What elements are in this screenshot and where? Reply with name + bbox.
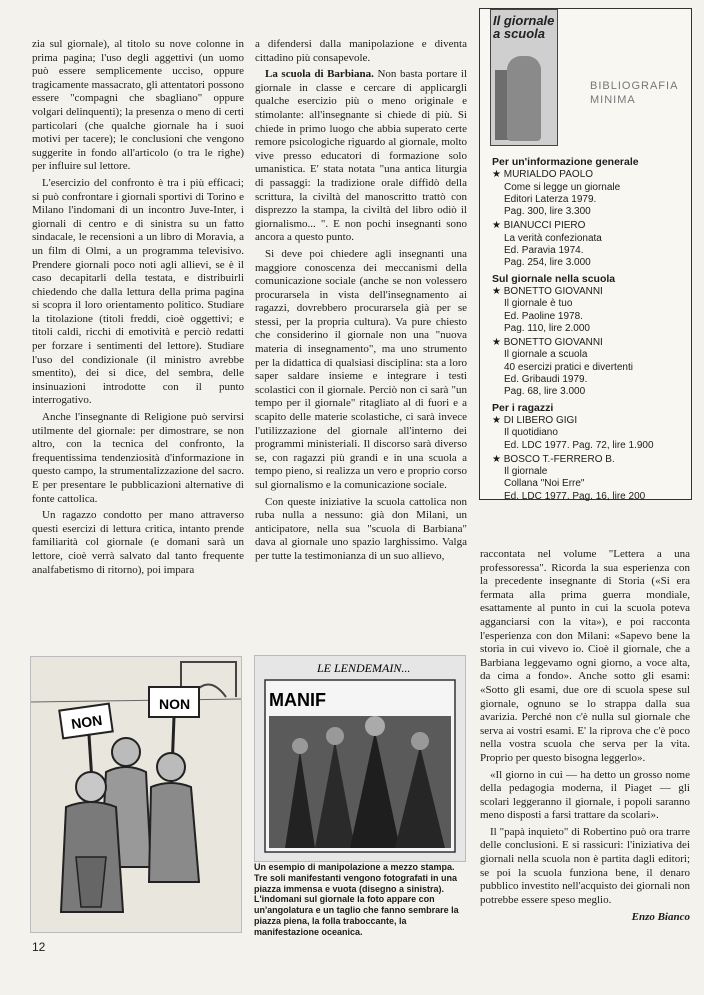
bibliography-list (492, 153, 688, 505)
page-number: 12 (32, 940, 46, 954)
bibliography-section-title: Per i ragazzi (492, 401, 554, 414)
bibliography-entry: ★ BIANUCCI PIERO La verità confezionata Ed. Paravia 1974. Pag. 254, lire 3.000 (492, 220, 602, 269)
entry-author: BOSCO T.-FERRERO B. (503, 453, 615, 465)
entry-author: BONETTO GIOVANNI (503, 285, 603, 297)
bibliography-entry: ★ BONETTO GIOVANNI Il giornale è tuo Ed. Paoline 1978. Pag. 110, lire 2.000 (492, 285, 603, 334)
bibliography-entry: ★ BOSCO T.-FERRERO B. Il giornale Collana "Noi Erre" Ed. LDC 1977. Pag. 16, lire 200 (492, 453, 646, 502)
image-caption: Un esempio di manipolazione a mezzo stampa. Tre soli manifestanti vengono fotografati in una piazza immensa e vuota (disegno a sinistra). L'indomani sul giornale la foto appare con un'angolatura e un taglio che fanno sembrare la piazza piena, la folla traboccante, la manifestazione oceanica. (254, 862, 459, 937)
paragraph: Con queste iniziative la scuola cattolica non ruba nulla a nessuno: già don Milani, un anticipatore, nella sua "scuola di Barbiana" dava al giornale uno spazio larghissimo. Valga per tutte la testimonianza di un suo allievo, (255, 495, 467, 562)
bibliography-heading: BIBLIOGRAFIA MINIMA (590, 80, 679, 106)
entry-author: DI LIBERO GIGI (503, 414, 578, 426)
bibliography-box (479, 8, 692, 500)
entry-author: BONETTO GIOVANNI (503, 337, 603, 349)
paragraph: Anche l'insegnante di Religione può servirsi utilmente del giornale: per dimostrare, se non altro, con la tecnica del confronto, la frequentissima tendenziosità d'informazione in questo campo, la strumentalizzazione del sacro. E per presentare le pubblicazioni alternative di fonte cattolica. (32, 411, 244, 505)
paragraph: raccontata nel volume "Lettera a una professoressa". Ricorda la sua esperienza con la precedente insegnante di Storia («Si era fermata alla prima guerra mondiale, esattamente al punto in cui la scuola poteva agganciarsi con la vita»), e poi racconta l'esperienza con don Milani: «Sapevo bene la storia in cui vivevo io. Cioè il giornale, che a Barbiana leggevamo ogni giorno, a voce alta, da cima a fondo». Anche sotto gli esami: «Sotto gli esami, due ore di scuola spese sul giornale, ognuno se lo strappa dalla sua avarizia. Perché non c'è nulla sul giornale che serva ai vostri esami. E' la riprova che c'è poco nella vostra scuola che serva per la vita. Proprio per questo bisogna leggerlo». (480, 548, 690, 764)
photo-headline: LE LENDEMAIN... (317, 661, 411, 675)
section-subheading: La scuola di Barbiana. (265, 68, 374, 81)
book-cover-title: Il giornale a scuola (493, 13, 555, 41)
column-3 (480, 548, 690, 925)
paragraph: L'esercizio del confronto è tra i più efficaci; si può confrontare i giornali sportivi di Torino e Milano l'indomani di un incontro Juve-Inter, i giornali di centro e di sinistra su un fatto sindacale, le recensioni a un libro di Moravia, a un film di Olmi, a un programma televisivo. Prendere giornali poco noti agli allievi, se è il caso decapitarli della testata, e distribuirli chiedendo che dalla lettura della prima pagina si scopra il loro orientamento politico. Studiare la titolazione (titoli freddi, cioè oggettivi; e titoli caldi, ricchi di emotività e perciò redatti per forzare i sentimenti del lettore). Studiare l'uso del condizionale (il ministro avrebbe smentito), dei si dice, del sembra, delle insinuazioni introdotte con il punto interrogativo. (32, 176, 244, 407)
paragraph: a difendersi dalla manipolazione e diventa cittadino più consapevole. (255, 38, 467, 64)
paragraph: «Il giorno in cui — ha detto un grosso nome della pedagogia moderna, il Piaget — gli scolari leggeranno il giornale, i popoli saranno meno disposti a farsi trattare da scolari». (480, 768, 690, 822)
paragraph: Il "papà inquieto" di Robertino può ora trarre delle conclusioni. E si rassicuri: l'iniziativa dei giornali nella scuola non è partita dagli editori; se poi la scuola funziona bene, il denaro pubblico investito nell'acquisto dei giornali non potrebbe essere speso meglio. (480, 825, 690, 906)
column-1 (32, 38, 244, 580)
author-signature: Enzo Bianco (631, 911, 690, 924)
entry-author: MURIALDO PAOLO (503, 169, 594, 181)
bibliography-entry: ★ MURIALDO PAOLO Come si legge un giornale Editori Laterza 1979. Pag. 300, lire 3.300 (492, 169, 621, 218)
paragraph (255, 68, 467, 245)
bibliography-entry: ★ DI LIBERO GIGI Il quotidiano Ed. LDC 1977. Pag. 72, lire 1.900 (492, 414, 654, 451)
column-2 (255, 38, 467, 567)
book-cover-image (490, 9, 558, 146)
sign-left-text: NON (70, 711, 104, 732)
bibliography-section-title: Sul giornale nella scuola (492, 272, 616, 285)
newspaper-photo-illustration (254, 655, 466, 862)
paragraph-text: Non basta portare il giornale in classe e cercare di applicargli qualche esercizio più o meno originale e stimolante: all'insegnante si chiede di più. Si chiede in primo luogo che abbia superato certe remore psicologiche riguardo al giornale, molto vive presso educatori di formazione solo umanistica. E' stata notata "una antica liturgia di passaggi: la tradizione orale diffidò della scrittura, la civiltà del manoscritto trattò con disprezzo la stampa, la civiltà del libro odiò il giornalismo... ". E non pochi insegnanti sono ancora a questo punto. (255, 68, 468, 244)
paragraph: Un ragazzo condotto per mano attraverso questi esercizi di lettura critica, intanto prende familiarità col giornale (e domani sarà un lettore, cioè verrà salvato dal tanto frequente analfabetismo di ritorno), poi impara (32, 509, 244, 576)
sign-right-text: NON (159, 696, 191, 712)
bibliography-entry: ★ BONETTO GIOVANNI Il giornale a scuola 40 esercizi pratici e divertenti Ed. Gribaudi 1979. Pag. 68, lire 3.000 (492, 337, 633, 398)
protest-cartoon-illustration (30, 656, 242, 933)
paragraph: Si deve poi chiedere agli insegnanti una maggiore conoscenza dei meccanismi della comunicazione sociale (anche se non volessero procurarsela in vista dell'insegnamento ai ragazzi, dovrebbero procurarsela già per se stessi, per la propria cultura). Va pure chiesto che considerino il giornale non una "nuova materia di insegnamento", ma uno strumento per la didattica di qualsiasi disciplina: sta a loro saper saldare insieme e integrare i testi scolastici con il giornale. Perciò non ci sarà "un tempo per il giornale" ritagliato al di fuori e a scapito delle materie scolastiche, ci sarà invece l'utilizzazione del giornale all'interno dei programmi ministeriali. Il discorso sarà diverso se, con ragazzi più grandi e in una scuola a tempo pieno, si realizza un vero e proprio corso sul giornalismo e la comunicazione sociale. (255, 247, 467, 491)
photo-banner: MANIF (269, 690, 326, 710)
entry-author: BIANUCCI PIERO (503, 220, 586, 232)
bibliography-section-title: Per un'informazione generale (492, 156, 639, 168)
paragraph: zia sul giornale), al titolo su nove colonne in prima pagina; l'uso degli aggettivi (un uomo può essere semplicemente ucciso, oppure tragicamente massacrato, gli attentatori possono essere "compagni che sbagliano" oppure volgari delinquenti); la presenza o meno di certi particolari (che qualche giornale ha i suoi motivi per tacere); le conclusioni che vengono suggerite in fondo all'articolo (o tra le righe) per influire sul lettore. (32, 38, 244, 173)
